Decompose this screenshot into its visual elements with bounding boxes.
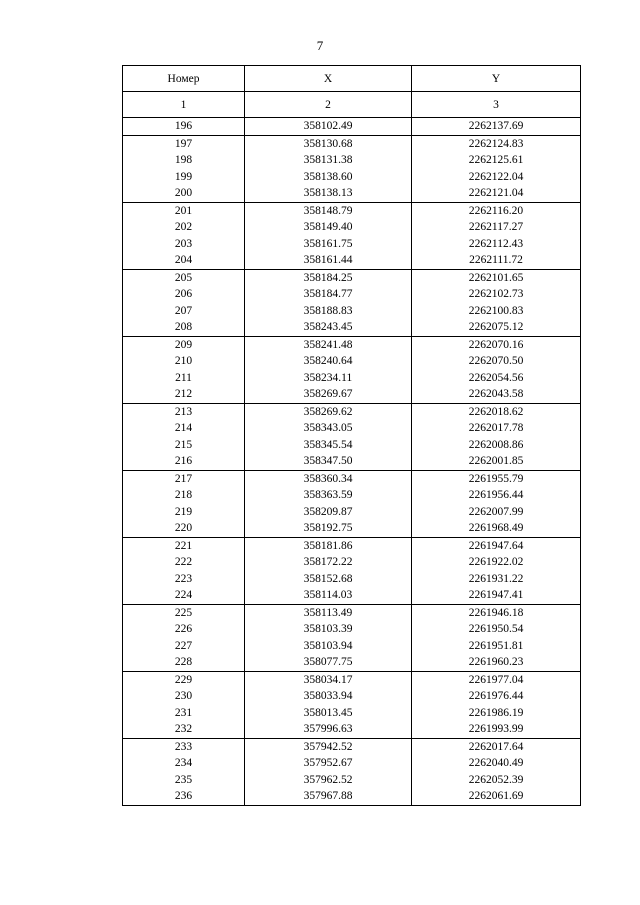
cell-y: 2261986.19 — [412, 705, 581, 722]
table-row — [123, 537, 581, 554]
cell-y: 2262040.49 — [412, 755, 581, 772]
cell-y: 2262070.16 — [412, 336, 581, 353]
cell-x: 358209.87 — [245, 504, 412, 521]
cell-x: 358131.38 — [245, 152, 412, 169]
column-header-x: X — [245, 66, 412, 92]
cell-x: 358172.22 — [245, 554, 412, 571]
table-row — [123, 654, 581, 671]
cell-point-number: 228 — [123, 654, 245, 671]
cell-x: 358033.94 — [245, 688, 412, 705]
cell-point-number: 199 — [123, 169, 245, 186]
table-row — [123, 788, 581, 805]
cell-y: 2262121.04 — [412, 185, 581, 202]
cell-x: 358241.48 — [245, 336, 412, 353]
cell-x: 358102.49 — [245, 118, 412, 136]
cell-x: 358363.59 — [245, 487, 412, 504]
cell-y: 2261956.44 — [412, 487, 581, 504]
cell-x: 358243.45 — [245, 319, 412, 336]
cell-point-number: 234 — [123, 755, 245, 772]
cell-x: 357962.52 — [245, 772, 412, 789]
cell-point-number: 223 — [123, 571, 245, 588]
column-header-number: Номер — [123, 66, 245, 92]
table-row — [123, 470, 581, 487]
cell-y: 2261947.64 — [412, 537, 581, 554]
cell-x: 358013.45 — [245, 705, 412, 722]
cell-point-number: 217 — [123, 470, 245, 487]
cell-point-number: 229 — [123, 671, 245, 688]
cell-point-number: 231 — [123, 705, 245, 722]
table-row — [123, 269, 581, 286]
cell-y: 2262137.69 — [412, 118, 581, 136]
table-row — [123, 353, 581, 370]
cell-point-number: 198 — [123, 152, 245, 169]
table-row — [123, 252, 581, 269]
table-row — [123, 504, 581, 521]
cell-y: 2262007.99 — [412, 504, 581, 521]
cell-point-number: 219 — [123, 504, 245, 521]
table-row — [123, 437, 581, 454]
column-number-row — [123, 92, 581, 118]
cell-y: 2262017.78 — [412, 420, 581, 437]
table-row — [123, 370, 581, 387]
cell-point-number: 214 — [123, 420, 245, 437]
cell-point-number: 216 — [123, 453, 245, 470]
cell-x: 358034.17 — [245, 671, 412, 688]
table-row — [123, 169, 581, 186]
cell-y: 2262122.04 — [412, 169, 581, 186]
cell-x: 358184.77 — [245, 286, 412, 303]
table-row — [123, 772, 581, 789]
cell-x: 358103.94 — [245, 638, 412, 655]
table-row — [123, 403, 581, 420]
cell-x: 358149.40 — [245, 219, 412, 236]
cell-y: 2262116.20 — [412, 202, 581, 219]
cell-x: 358234.11 — [245, 370, 412, 387]
cell-y: 2262052.39 — [412, 772, 581, 789]
table-row — [123, 487, 581, 504]
cell-point-number: 208 — [123, 319, 245, 336]
cell-x: 357952.67 — [245, 755, 412, 772]
cell-x: 358077.75 — [245, 654, 412, 671]
cell-y: 2262008.86 — [412, 437, 581, 454]
cell-y: 2262101.65 — [412, 269, 581, 286]
cell-x: 357942.52 — [245, 738, 412, 755]
cell-point-number: 202 — [123, 219, 245, 236]
column-number-1: 1 — [123, 92, 245, 118]
cell-x: 358240.64 — [245, 353, 412, 370]
cell-y: 2261951.81 — [412, 638, 581, 655]
column-number-2: 2 — [245, 92, 412, 118]
cell-y: 2261931.22 — [412, 571, 581, 588]
cell-y: 2261955.79 — [412, 470, 581, 487]
page-number: 7 — [316, 38, 324, 53]
cell-x: 358138.60 — [245, 169, 412, 186]
cell-y: 2262100.83 — [412, 303, 581, 320]
cell-y: 2262017.64 — [412, 738, 581, 755]
coordinates-table — [122, 65, 581, 806]
cell-y: 2261922.02 — [412, 554, 581, 571]
table-row — [123, 420, 581, 437]
cell-point-number: 212 — [123, 386, 245, 403]
table-row — [123, 721, 581, 738]
cell-y: 2262112.43 — [412, 236, 581, 253]
cell-y: 2262043.58 — [412, 386, 581, 403]
cell-point-number: 203 — [123, 236, 245, 253]
cell-x: 358181.86 — [245, 537, 412, 554]
cell-point-number: 209 — [123, 336, 245, 353]
cell-y: 2261950.54 — [412, 621, 581, 638]
cell-y: 2261947.41 — [412, 587, 581, 604]
cell-y: 2261968.49 — [412, 520, 581, 537]
cell-point-number: 213 — [123, 403, 245, 420]
cell-x: 357967.88 — [245, 788, 412, 805]
cell-y: 2262102.73 — [412, 286, 581, 303]
cell-point-number: 200 — [123, 185, 245, 202]
cell-y: 2262001.85 — [412, 453, 581, 470]
cell-point-number: 221 — [123, 537, 245, 554]
table-row — [123, 152, 581, 169]
cell-point-number: 233 — [123, 738, 245, 755]
column-header-y: Y — [412, 66, 581, 92]
table-row — [123, 638, 581, 655]
cell-point-number: 225 — [123, 604, 245, 621]
cell-x: 358113.49 — [245, 604, 412, 621]
cell-x: 358152.68 — [245, 571, 412, 588]
table-row — [123, 755, 581, 772]
cell-y: 2261993.99 — [412, 721, 581, 738]
cell-y: 2262075.12 — [412, 319, 581, 336]
cell-y: 2262018.62 — [412, 403, 581, 420]
cell-x: 358184.25 — [245, 269, 412, 286]
table-row — [123, 386, 581, 403]
cell-point-number: 211 — [123, 370, 245, 387]
cell-point-number: 207 — [123, 303, 245, 320]
cell-x: 358138.13 — [245, 185, 412, 202]
cell-x: 358161.44 — [245, 252, 412, 269]
cell-x: 358130.68 — [245, 135, 412, 152]
cell-point-number: 197 — [123, 135, 245, 152]
table-row — [123, 554, 581, 571]
table-row — [123, 236, 581, 253]
table-row — [123, 135, 581, 152]
cell-point-number: 224 — [123, 587, 245, 604]
table-row — [123, 520, 581, 537]
table-row — [123, 202, 581, 219]
table-body — [123, 118, 581, 806]
cell-point-number: 218 — [123, 487, 245, 504]
table-row — [123, 319, 581, 336]
cell-point-number: 230 — [123, 688, 245, 705]
cell-point-number: 226 — [123, 621, 245, 638]
cell-y: 2261960.23 — [412, 654, 581, 671]
cell-y: 2261976.44 — [412, 688, 581, 705]
cell-y: 2262117.27 — [412, 219, 581, 236]
cell-point-number: 205 — [123, 269, 245, 286]
cell-y: 2262054.56 — [412, 370, 581, 387]
cell-y: 2262070.50 — [412, 353, 581, 370]
cell-x: 358360.34 — [245, 470, 412, 487]
table-header — [123, 66, 581, 118]
cell-x: 358114.03 — [245, 587, 412, 604]
table-row — [123, 219, 581, 236]
table-row — [123, 571, 581, 588]
header-row — [123, 66, 581, 92]
cell-x: 357996.63 — [245, 721, 412, 738]
cell-point-number: 222 — [123, 554, 245, 571]
table-row — [123, 453, 581, 470]
cell-x: 358148.79 — [245, 202, 412, 219]
table-row — [123, 118, 581, 136]
cell-x: 358269.67 — [245, 386, 412, 403]
cell-point-number: 227 — [123, 638, 245, 655]
cell-x: 358103.39 — [245, 621, 412, 638]
table-row — [123, 185, 581, 202]
table-row — [123, 286, 581, 303]
cell-x: 358188.83 — [245, 303, 412, 320]
cell-x: 358161.75 — [245, 236, 412, 253]
cell-x: 358192.75 — [245, 520, 412, 537]
column-number-3: 3 — [412, 92, 581, 118]
table-row — [123, 671, 581, 688]
table-row — [123, 705, 581, 722]
cell-point-number: 204 — [123, 252, 245, 269]
cell-point-number: 210 — [123, 353, 245, 370]
table-row — [123, 587, 581, 604]
table-row — [123, 604, 581, 621]
cell-y: 2261946.18 — [412, 604, 581, 621]
table-row — [123, 738, 581, 755]
cell-point-number: 196 — [123, 118, 245, 136]
cell-x: 358345.54 — [245, 437, 412, 454]
table-row — [123, 621, 581, 638]
cell-y: 2262125.61 — [412, 152, 581, 169]
cell-x: 358269.62 — [245, 403, 412, 420]
cell-point-number: 232 — [123, 721, 245, 738]
cell-x: 358347.50 — [245, 453, 412, 470]
cell-point-number: 215 — [123, 437, 245, 454]
cell-point-number: 201 — [123, 202, 245, 219]
cell-point-number: 206 — [123, 286, 245, 303]
table-row — [123, 688, 581, 705]
cell-x: 358343.05 — [245, 420, 412, 437]
table-row — [123, 303, 581, 320]
cell-y: 2262124.83 — [412, 135, 581, 152]
cell-y: 2262111.72 — [412, 252, 581, 269]
cell-point-number: 235 — [123, 772, 245, 789]
cell-y: 2262061.69 — [412, 788, 581, 805]
cell-point-number: 236 — [123, 788, 245, 805]
table-row — [123, 336, 581, 353]
cell-y: 2261977.04 — [412, 671, 581, 688]
cell-point-number: 220 — [123, 520, 245, 537]
